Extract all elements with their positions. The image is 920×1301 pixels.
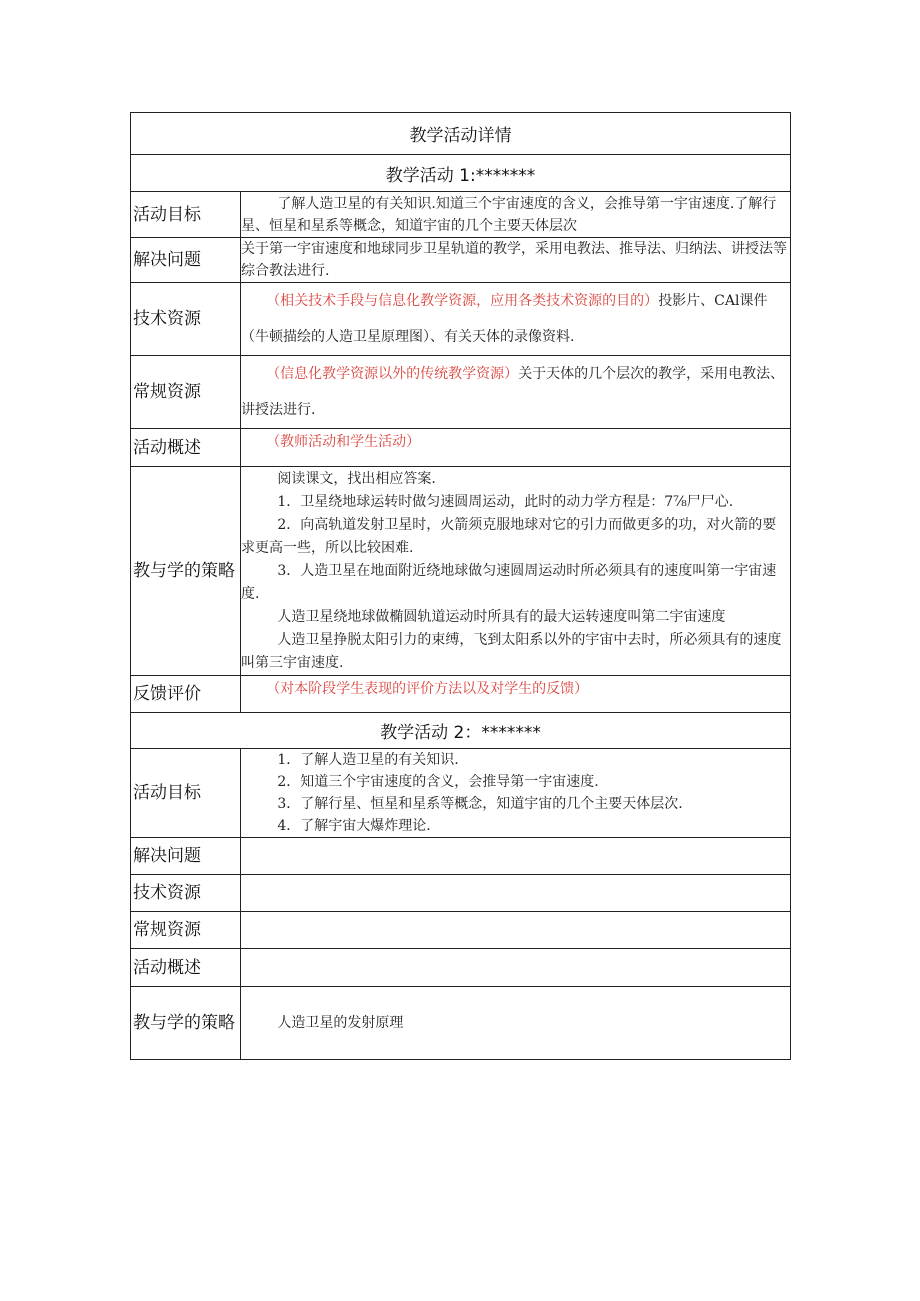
activity2-overview-cell bbox=[241, 949, 791, 987]
activity1-tech-text: 投影片、CAl课件（牛顿描绘的人造卫星原理图）、有关天体的录像资料. bbox=[241, 293, 768, 345]
activity2-goal-cell bbox=[241, 749, 791, 838]
activity1-feedback-cell bbox=[241, 676, 791, 713]
activity2-problem-label: 解决问题 bbox=[131, 838, 241, 875]
activity2-tech-label: 技术资源 bbox=[131, 875, 241, 912]
activity2-problem-row bbox=[131, 838, 791, 875]
activity1-goal-cell bbox=[241, 192, 791, 238]
activity2-overview-label: 活动概述 bbox=[131, 949, 241, 987]
activity1-strategy-row bbox=[131, 467, 791, 676]
activity2-heading: 教学活动 2：******* bbox=[131, 713, 791, 749]
activity1-regular-cell bbox=[241, 356, 791, 429]
activity1-feedback-row bbox=[131, 676, 791, 713]
activity1-overview-row bbox=[131, 429, 791, 467]
goal-line: 3．了解行星、恒星和星系等概念，知道宇宙的几个主要天体层次. bbox=[277, 796, 683, 812]
activity1-regular-hint: （信息化教学资源以外的传统教学资源） bbox=[266, 366, 519, 382]
title-row bbox=[131, 113, 791, 155]
activity-table bbox=[130, 112, 791, 1060]
activity1-problem-text: 关于第一宇宙速度和地球同步卫星轨道的教学，采用电教法、推导法、归纳法、讲授法等综合教法进行. bbox=[241, 241, 787, 279]
activity1-regular-label: 常规资源 bbox=[131, 356, 241, 429]
strategy-line: 2．向高轨道发射卫星时，火箭须克服地球对它的引力而做更多的功，对火箭的要求更高一些，所以比较困难. bbox=[241, 516, 777, 556]
goal-line: 2．知道三个宇宙速度的含义，会推导第一宇宙速度. bbox=[277, 774, 599, 790]
activity1-problem-cell bbox=[241, 238, 791, 283]
activity1-tech-hint: （相关技术手段与信息化教学资源，应用各类技术资源的目的） bbox=[266, 293, 659, 309]
activity1-tech-label: 技术资源 bbox=[131, 283, 241, 356]
activity2-regular-cell bbox=[241, 912, 791, 949]
activity2-strategy-text: 人造卫星的发射原理 bbox=[277, 1015, 404, 1031]
strategy-line: 3．人造卫星在地面附近绕地球做匀速圆周运动时所必须具有的速度叫第一宇宙速度. bbox=[241, 562, 777, 602]
activity1-feedback-label: 反馈评价 bbox=[131, 676, 241, 713]
goal-line: 1．了解人造卫星的有关知识. bbox=[277, 752, 459, 768]
activity1-strategy-label: 教与学的策略 bbox=[131, 467, 241, 676]
activity1-tech-row bbox=[131, 283, 791, 356]
activity2-problem-cell bbox=[241, 838, 791, 875]
activity1-regular-row bbox=[131, 356, 791, 429]
strategy-line: 人造卫星绕地球做椭圆轨道运动时所具有的最大运转速度叫第二宇宙速度 bbox=[277, 608, 726, 625]
activity1-tech-cell bbox=[241, 283, 791, 356]
activity1-goal-label: 活动目标 bbox=[131, 192, 241, 238]
strategy-line: 阅读课文，找出相应答案. bbox=[277, 470, 436, 487]
activity2-heading-row bbox=[131, 713, 791, 749]
activity1-goal-row bbox=[131, 192, 791, 238]
activity2-tech-cell bbox=[241, 875, 791, 912]
activity2-regular-row bbox=[131, 912, 791, 949]
activity1-overview-cell bbox=[241, 429, 791, 467]
activity1-overview-hint: （教师活动和学生活动） bbox=[266, 434, 421, 450]
activity2-goal-row bbox=[131, 749, 791, 838]
activity2-overview-row bbox=[131, 949, 791, 987]
activity1-heading: 教学活动 1:******* bbox=[131, 155, 791, 192]
activity1-problem-label: 解决问题 bbox=[131, 238, 241, 283]
activity2-tech-row bbox=[131, 875, 791, 912]
activity1-regular-text: 关于天体的几个层次的教学，采用电教法、讲授法进行. bbox=[241, 366, 785, 418]
activity1-heading-row bbox=[131, 155, 791, 192]
activity1-goal-text: 了解人造卫星的有关知识.知道三个宇宙速度的含义，会推导第一宇宙速度.了解行星、恒星和星系等概念，知道宇宙的几个主要天体层次 bbox=[241, 195, 777, 234]
lesson-detail-sheet bbox=[130, 112, 790, 1060]
strategy-line: 人造卫星挣脱太阳引力的束缚，飞到太阳系以外的宇宙中去时，所必须具有的速度叫第三宇宙速度. bbox=[241, 631, 782, 671]
activity2-regular-label: 常规资源 bbox=[131, 912, 241, 949]
activity2-goal-label: 活动目标 bbox=[131, 749, 241, 838]
activity1-feedback-hint: （对本阶段学生表现的评价方法以及对学生的反馈） bbox=[266, 681, 589, 697]
activity1-strategy-cell bbox=[241, 467, 791, 676]
activity1-problem-row bbox=[131, 238, 791, 283]
goal-line: 4．了解宇宙大爆炸理论. bbox=[277, 818, 431, 834]
activity2-strategy-row bbox=[131, 987, 791, 1060]
activity1-overview-label: 活动概述 bbox=[131, 429, 241, 467]
activity2-strategy-cell bbox=[241, 987, 791, 1060]
page-title: 教学活动详情 bbox=[131, 113, 791, 155]
activity2-strategy-label: 教与学的策略 bbox=[131, 987, 241, 1060]
strategy-line: 1．卫星绕地球运转时做匀速圆周运动，此时的动力学方程是：7⅞尸尸心. bbox=[277, 493, 734, 510]
